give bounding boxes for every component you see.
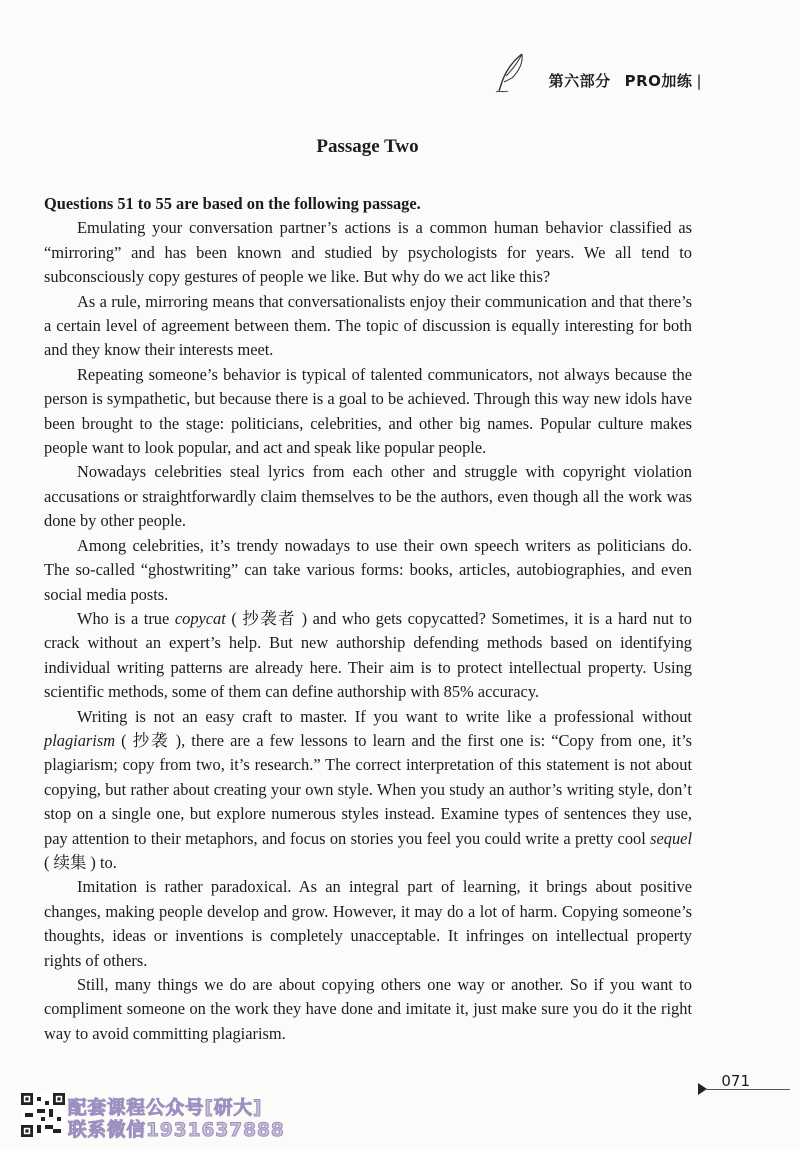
- gloss-copycat: ( 抄袭者 ): [225, 608, 308, 628]
- paragraph-2: As a rule, mirroring means that conversationalists enjoy their communication and that there’s a certain level of agreement between them. The topic of discussion is equally interesting for both and they know their interests meet.: [44, 291, 692, 360]
- paragraph-7: [44, 705, 692, 876]
- watermark-line-1: 配套课程公众号[研大]: [68, 1098, 263, 1119]
- paragraph-6: [44, 607, 692, 705]
- quill-pen-icon: [492, 52, 528, 94]
- page-number: 071: [721, 1072, 750, 1090]
- term-sequel: sequel: [650, 828, 692, 848]
- paragraph-6-text-b: and who gets copycatted? Sometimes, it is a hard nut to crack without an expert’s help. But new authorship defending methods based on identifying individual writing patterns are already here. Their aim is to protect intellectual property. Using scientific methods, some of them can define authorship with 85% accuracy.: [44, 608, 692, 702]
- paragraph-7-text-c: to.: [95, 852, 117, 872]
- watermark-line-2: 联系微信1931637888: [68, 1120, 285, 1141]
- paragraph-7-text-b: , there are a few lessons to learn and the first one is: “Copy from one, it’s plagiarism; copy from two, it’s research.” The correct interpretation of this statement is not about copying, but rather about creating your own style. When you study an author’s writing style, don’t stop on a single one, but explore numerous styles instead. Examine types of sentences they use, pay attention to their metaphors, and focus on stories you feel you could write a pretty cool: [44, 730, 692, 848]
- gloss-sequel: ( 续集 ): [44, 852, 96, 872]
- gloss-plagiarism: ( 抄袭 ): [115, 730, 182, 750]
- term-plagiarism: plagiarism: [44, 730, 116, 750]
- paragraph-1: Emulating your conversation partner’s actions is a common human behavior classified as “mirroring” and has been known and studied by psychologists for years. We all tend to subconsciously copy gestures of people we like. But why do we act like this?: [44, 218, 692, 287]
- paragraph-8: Imitation is rather paradoxical. As an integral part of learning, it brings about positive changes, making people develop and grow. However, it may do a lot of harm. Copying someone’s thoughts, ideas or inventions is completely unacceptable. It infringes on intellectual property rights of others.: [44, 877, 692, 970]
- paragraph-7-text-a: Writing is not an easy craft to master. If you want to write like a professional without: [77, 706, 692, 726]
- paragraph-6-text-a: Who is a true: [77, 608, 175, 628]
- paragraph-3: Repeating someone’s behavior is typical of talented communicators, not always because the person is sympathetic, but because there is a goal to be achieved. Through this way new idols have been brought to the stage: politicians, celebrities, and other big names. Popular culture makes people want to look popular, and act and speak like popular people.: [44, 364, 692, 458]
- header-title: PRO加练: [624, 72, 693, 90]
- passage-title: Passage Two: [316, 136, 419, 157]
- passage-body: [44, 192, 692, 1046]
- header-section: 第六部分: [548, 72, 611, 90]
- question-instruction: Questions 51 to 55 are based on the following passage.: [44, 194, 421, 213]
- paragraph-4: Nowadays celebrities steal lyrics from each other and struggle with copyright violation accusations or straightforwardly claim themselves to be the authors, even though all the work was done by other people.: [44, 462, 692, 531]
- paragraph-9: Still, many things we do are about copying others one way or another. So if you want to compliment someone on the work they have done and imitate it, just make sure you do it the right way to avoid committing plagiarism.: [44, 975, 692, 1043]
- term-copycat: copycat: [174, 608, 226, 628]
- header-separator: |: [696, 71, 702, 90]
- qr-code-icon: [21, 1093, 65, 1137]
- paragraph-5: Among celebrities, it’s trendy nowadays to use their own speech writers as politicians do. The so-called “ghostwriting” can take various forms: books, articles, autobiographies, and even social media posts.: [44, 535, 692, 604]
- running-header: [549, 70, 702, 91]
